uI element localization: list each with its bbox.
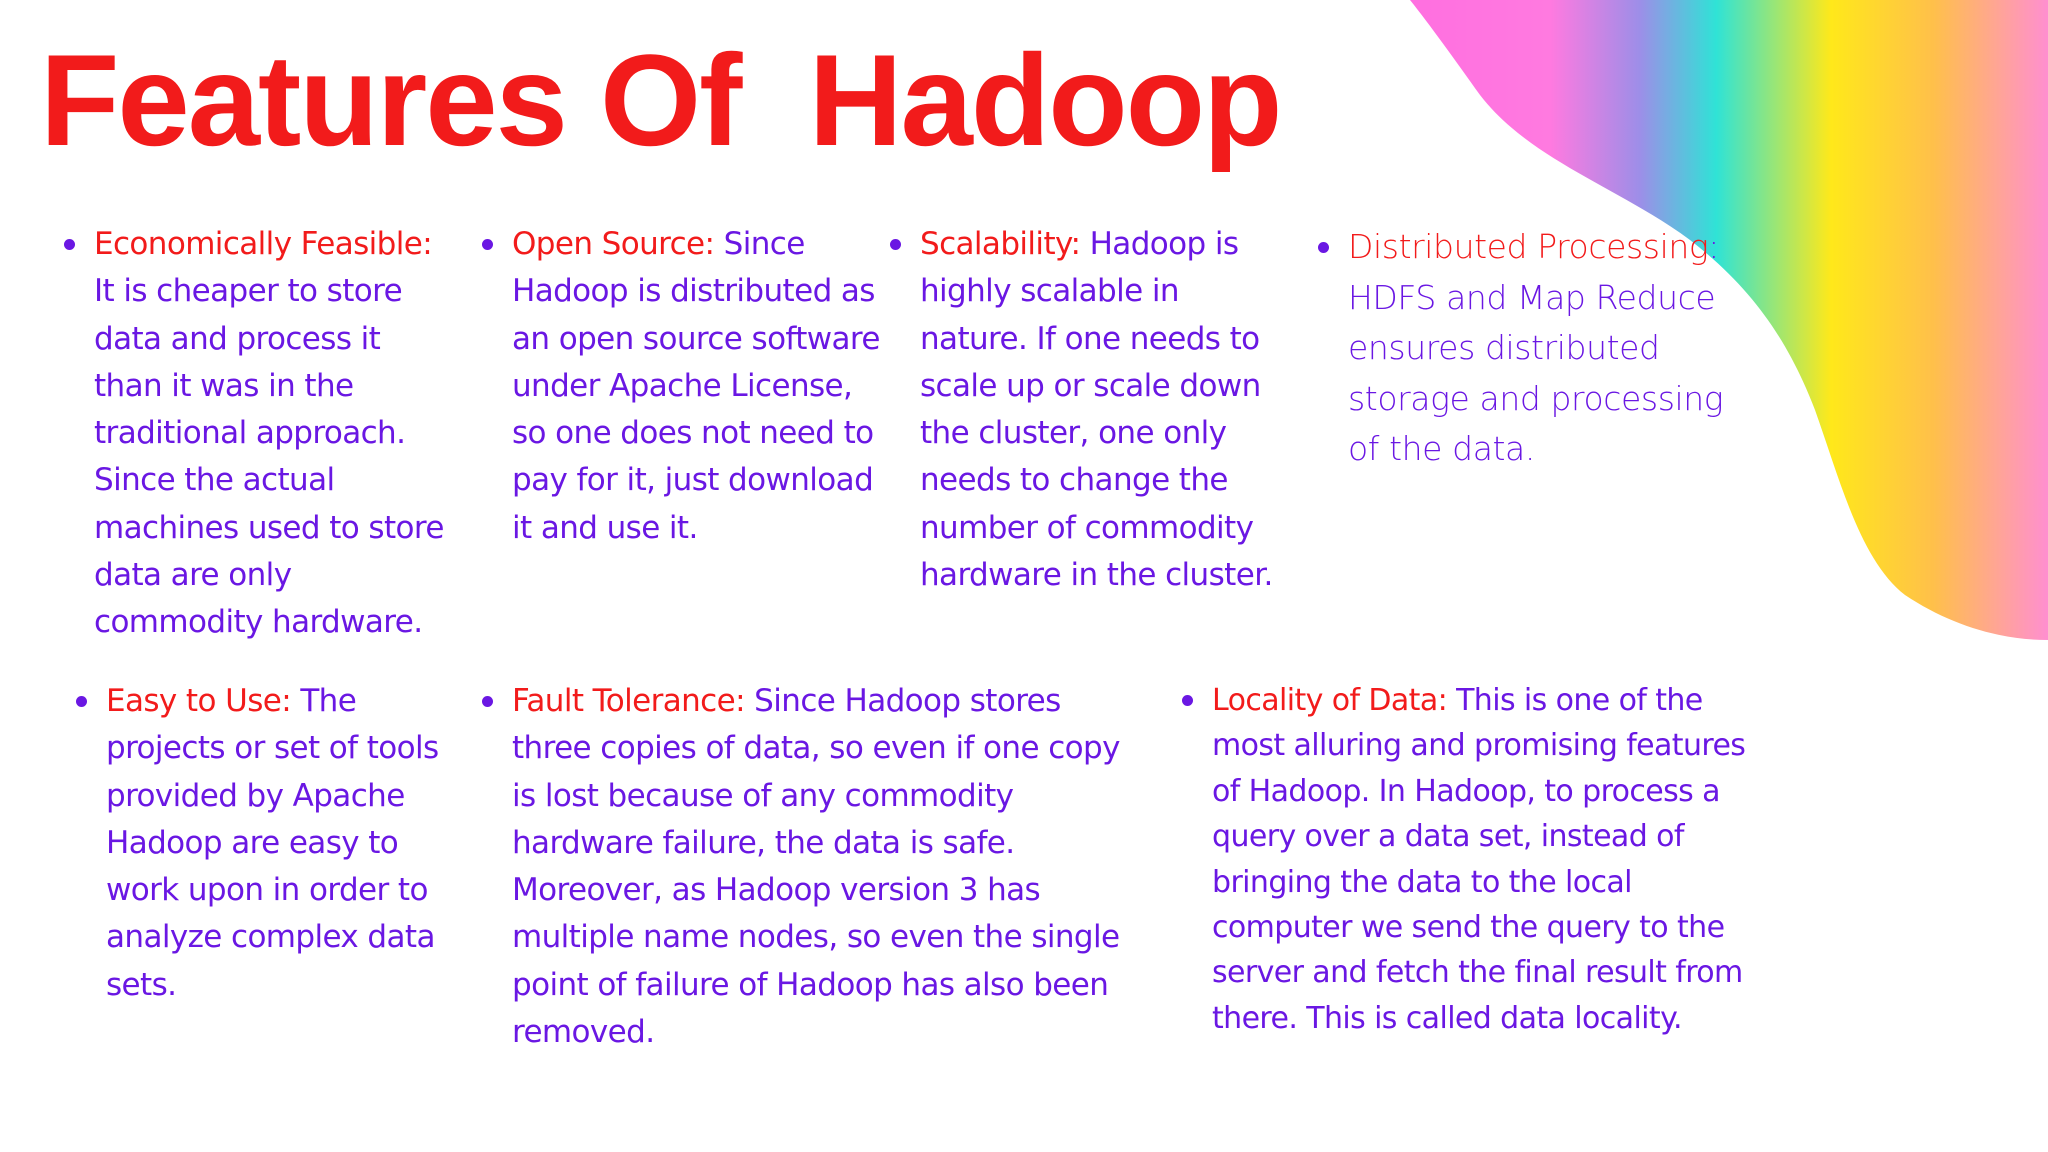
feature-open-source [512, 221, 882, 552]
feature-text: This is one of the most alluring and promising features of Hadoop. In Hadoop, to process a query over a data set, instead of bringing the data to the local computer we send the query to the server and fetch the final result from there. This is called data locality. [1212, 683, 1746, 1036]
feature-locality-of-data [1212, 678, 1772, 1041]
page-title: Features Of Hadoop [40, 27, 1281, 173]
feature-label: Scalability: [920, 226, 1081, 262]
feature-scalability [920, 221, 1290, 599]
feature-fault-tolerance [512, 678, 1122, 1056]
feature-text: The projects or set of tools provided by Apache Hadoop are easy to work upon in order to analyze complex data sets. [106, 683, 439, 1003]
feature-easy-to-use [106, 678, 446, 1009]
feature-text: Since Hadoop is distributed as an open source software under Apache License, so one does not need to pay for it, just download it and use it. [512, 226, 880, 546]
feature-economically-feasible [94, 221, 454, 647]
feature-label: Distributed Processing [1348, 227, 1709, 266]
feature-text: Since Hadoop stores three copies of data, so even if one copy is lost because of any commodity hardware failure, the data is safe. Moreover, as Hadoop version 3 has multiple name nodes, so even the single point of failure of Hadoop has also been removed. [512, 683, 1120, 1051]
feature-label: Economically Feasible: [94, 226, 433, 262]
feature-text: : HDFS and Map Reduce ensures distributed storage and processing of the data. [1348, 227, 1724, 468]
feature-label: Easy to Use: [106, 683, 292, 719]
feature-label: Fault Tolerance: [512, 683, 745, 719]
feature-label: Open Source: [512, 226, 715, 262]
feature-label: Locality of Data: [1212, 683, 1448, 718]
feature-text: Hadoop is highly scalable in nature. If one needs to scale up or scale down the cluster, one only needs to change the number of commodity hardware in the cluster. [920, 226, 1273, 594]
feature-distributed-processing [1348, 222, 1728, 475]
feature-text: It is cheaper to store data and process it than it was in the traditional approach. Since the actual machines used to store data are only commodity hardware. [94, 273, 444, 641]
